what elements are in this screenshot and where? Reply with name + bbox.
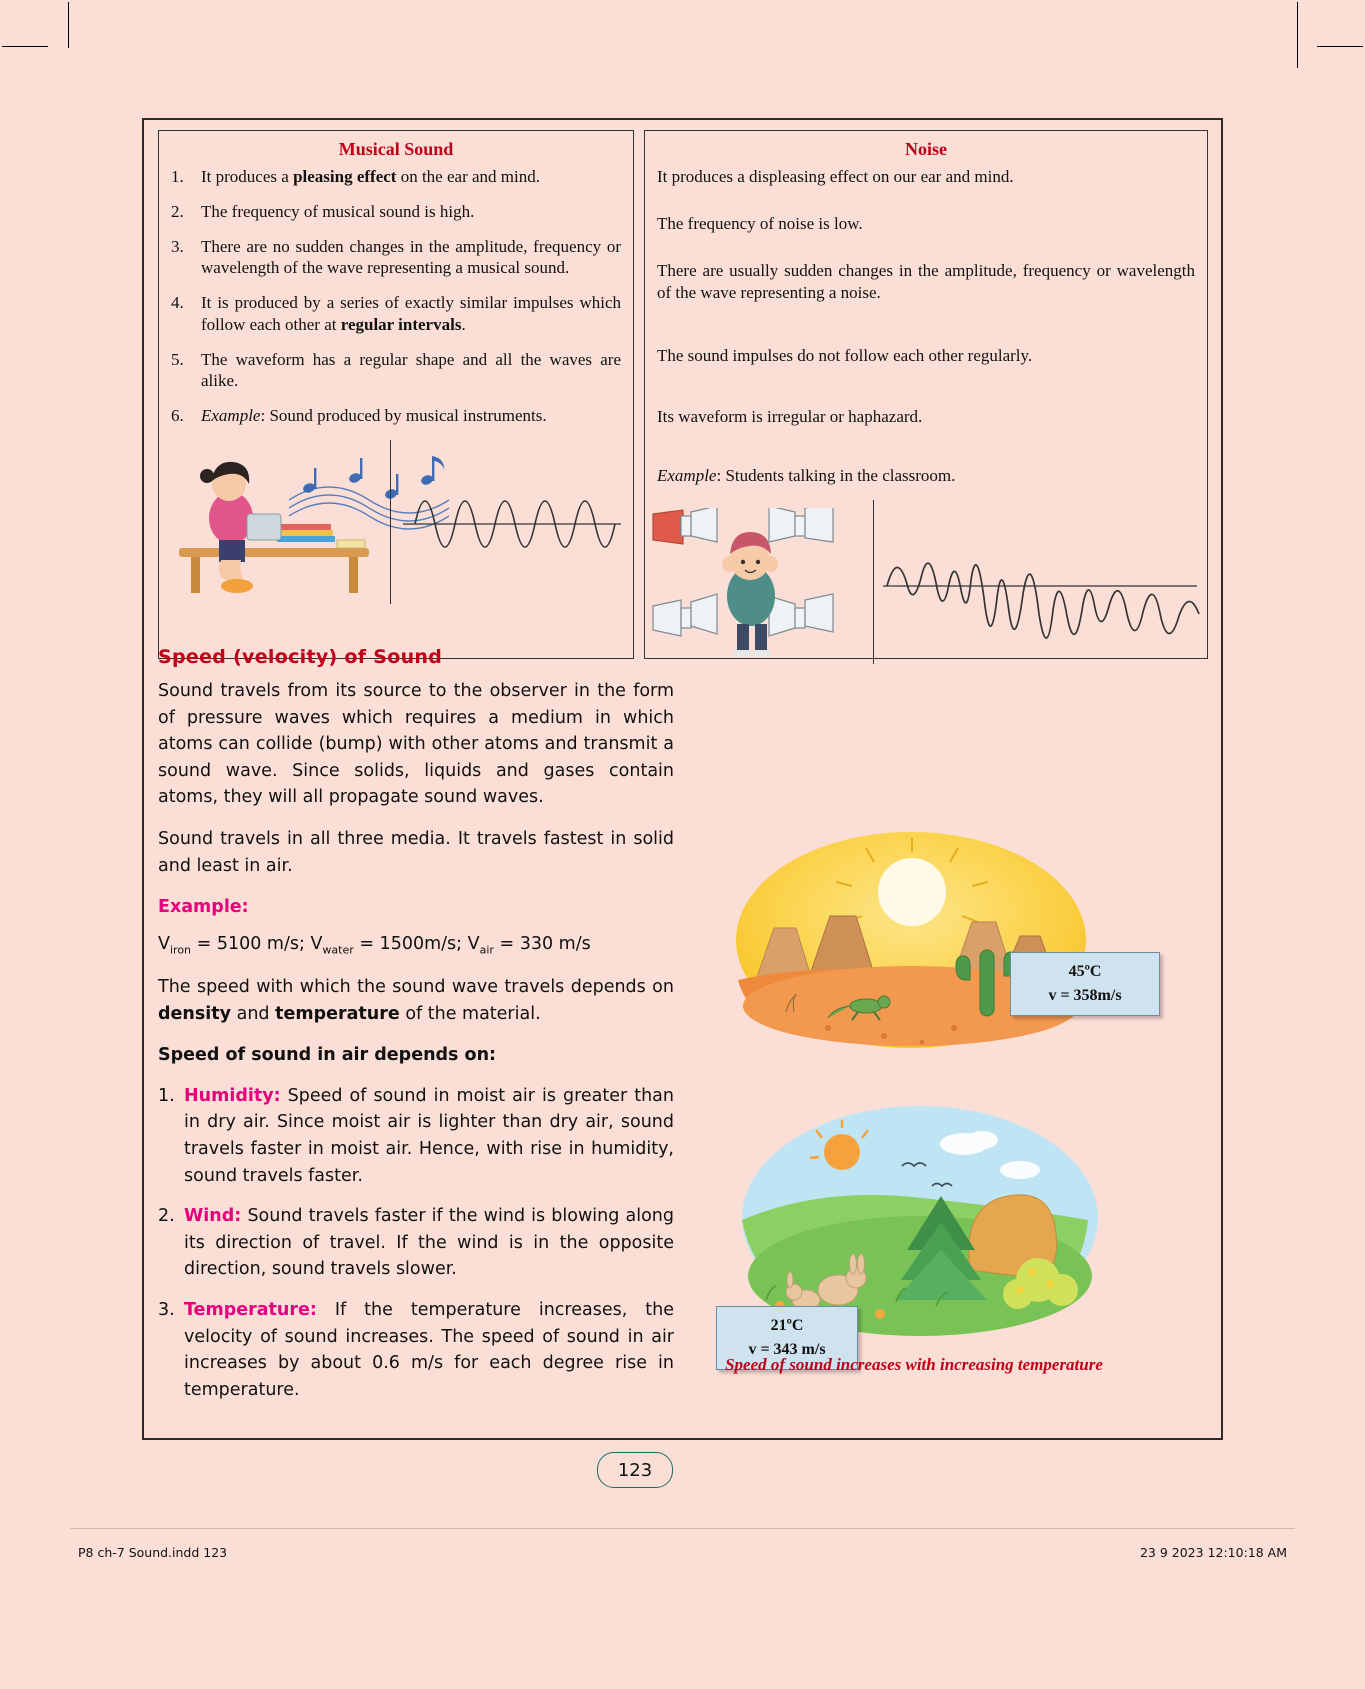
footer-file-name: P8 ch-7 Sound.indd 123 xyxy=(78,1545,228,1560)
crop-mark xyxy=(1297,22,1298,68)
page-content-frame xyxy=(142,118,1223,1440)
crop-mark xyxy=(68,2,69,48)
list-item-text: Its waveform is irregular or haphazard. xyxy=(657,407,923,426)
noise-illustration xyxy=(645,508,1207,658)
desert-figure xyxy=(716,830,1122,1060)
list-item xyxy=(171,405,621,427)
footer-timestamp: 23 9 2023 12:10:18 AM xyxy=(1139,1545,1287,1560)
factor-label: Temperature: xyxy=(184,1299,317,1320)
factor-label: Humidity: xyxy=(184,1085,281,1106)
factor-text xyxy=(184,1083,674,1189)
musical-sound-heading: Musical Sound xyxy=(338,139,454,159)
list-item-number: 6. xyxy=(171,406,184,425)
cell-divider xyxy=(390,440,391,604)
list-item-number: 1. xyxy=(171,167,184,186)
list-item xyxy=(171,292,621,336)
depends-heading: Speed of sound in air depends on: xyxy=(158,1045,497,1066)
paragraph-2: Sound travels in all three media. It travels fastest in solid and least in air. xyxy=(158,828,674,876)
speed-equation: $V_{iron} = 5100$ m/s; $V_{water} = 1500m/s$; $V_{air} = 330$ m/s xyxy=(158,933,591,957)
list-item xyxy=(171,166,621,188)
factor-number: 3. xyxy=(158,1299,175,1320)
list-item-text: The waveform has a regular shape and all the waves are alike. xyxy=(201,349,621,391)
list-item-text: The sound impulses do not follow each other regularly. xyxy=(657,346,1033,365)
list-item-text: There are no sudden changes in the amplitude, frequency or wavelength of the wave representing a musical sound. xyxy=(201,236,621,278)
factor-text xyxy=(184,1203,674,1283)
factor-number: 2. xyxy=(158,1206,175,1227)
noise-list xyxy=(645,166,1207,506)
hot-desert-illustration xyxy=(716,830,1106,1060)
list-item-text: There are usually sudden changes in the amplitude, frequency or wavelength of the wave representing a noise. xyxy=(657,261,1195,302)
factor-body: Speed of sound in moist air is greater than in dry air. Since moist air is lighter than dry air, sound travels faster in moist air. Hence, with rise in humidity, sound travels faster. xyxy=(184,1085,674,1186)
page-title: Speed (velocity) of Sound xyxy=(158,646,443,668)
list-item xyxy=(171,201,621,223)
musical-sound-illustration xyxy=(159,448,633,598)
desert-temperature-value: 45ºC xyxy=(1068,963,1102,980)
musical-sound-column xyxy=(158,130,634,659)
musical-sound-list xyxy=(159,166,633,446)
boy-covering-ears-and-irregular-waveform-graphic xyxy=(645,508,1207,658)
page-number: 123 xyxy=(597,1452,673,1488)
factor-body: Sound travels faster if the wind is blowing along its direction of travel. If the wind is in the opposite direction, sound travels slower. xyxy=(184,1206,674,1280)
cell-divider xyxy=(873,500,874,664)
meadow-figure xyxy=(720,1100,1110,1358)
body-text-column xyxy=(158,678,674,1417)
girl-with-music-and-waveform-graphic xyxy=(159,448,633,598)
factor-text xyxy=(184,1297,674,1403)
paragraph-1: Sound travels from its source to the observer in the form of pressure waves which requires a medium in which atoms can collide (bump) with other atoms and transmit a sound wave. Since solids, liquids and gases contain atoms, they will all propagate sound waves. xyxy=(158,681,674,808)
list-item-text: It produces a pleasing effect on the ear and mind. xyxy=(201,167,540,186)
comparison-table xyxy=(158,130,1208,659)
factor-body: If the temperature increases, the velocity of sound increases. The speed of sound in air increases by about 0.6 m/s for each degree rise in temperature. xyxy=(184,1299,674,1400)
figure-caption: Speed of sound increases with increasing temperature xyxy=(725,1355,1103,1374)
list-item xyxy=(171,236,621,280)
example-label: Example: xyxy=(158,897,249,918)
factor-item xyxy=(158,1297,674,1403)
crop-mark xyxy=(1317,46,1363,47)
factor-label: Wind: xyxy=(184,1206,242,1227)
desert-speed-value: v = 358m/s xyxy=(1048,987,1122,1004)
list-item-text: It is produced by a series of exactly similar impulses which follow each other at regular intervals. xyxy=(201,293,621,334)
factor-item xyxy=(158,1203,674,1283)
list-item-number: 4. xyxy=(171,293,184,312)
noise-column xyxy=(644,130,1208,659)
cool-meadow-illustration xyxy=(720,1100,1110,1340)
crop-mark xyxy=(2,46,48,47)
paragraph-3: The speed with which the sound wave travels depends on density and temperature of the material. xyxy=(158,976,674,1024)
list-item-text: Example: Sound produced by musical instruments. xyxy=(201,406,547,425)
noise-heading: Noise xyxy=(905,139,947,159)
list-item-text: The frequency of noise is low. xyxy=(657,214,863,233)
factor-number: 1. xyxy=(158,1085,175,1106)
list-item-text: Example: Students talking in the classroom. xyxy=(657,466,956,485)
meadow-temperature-value: 21ºC xyxy=(770,1317,804,1334)
list-item-number: 3. xyxy=(171,236,184,256)
meadow-speed-value: v = 343 m/s xyxy=(748,1341,826,1358)
footer-divider xyxy=(70,1528,1295,1529)
list-item xyxy=(171,349,621,393)
list-item-text: It produces a displeasing effect on our ear and mind. xyxy=(657,167,1014,186)
list-item-number: 2. xyxy=(171,201,184,221)
list-item-number: 5. xyxy=(171,349,184,369)
factor-item xyxy=(158,1083,674,1189)
list-item-text: The frequency of musical sound is high. xyxy=(201,201,475,221)
desert-temperature-callout xyxy=(1010,952,1160,1016)
